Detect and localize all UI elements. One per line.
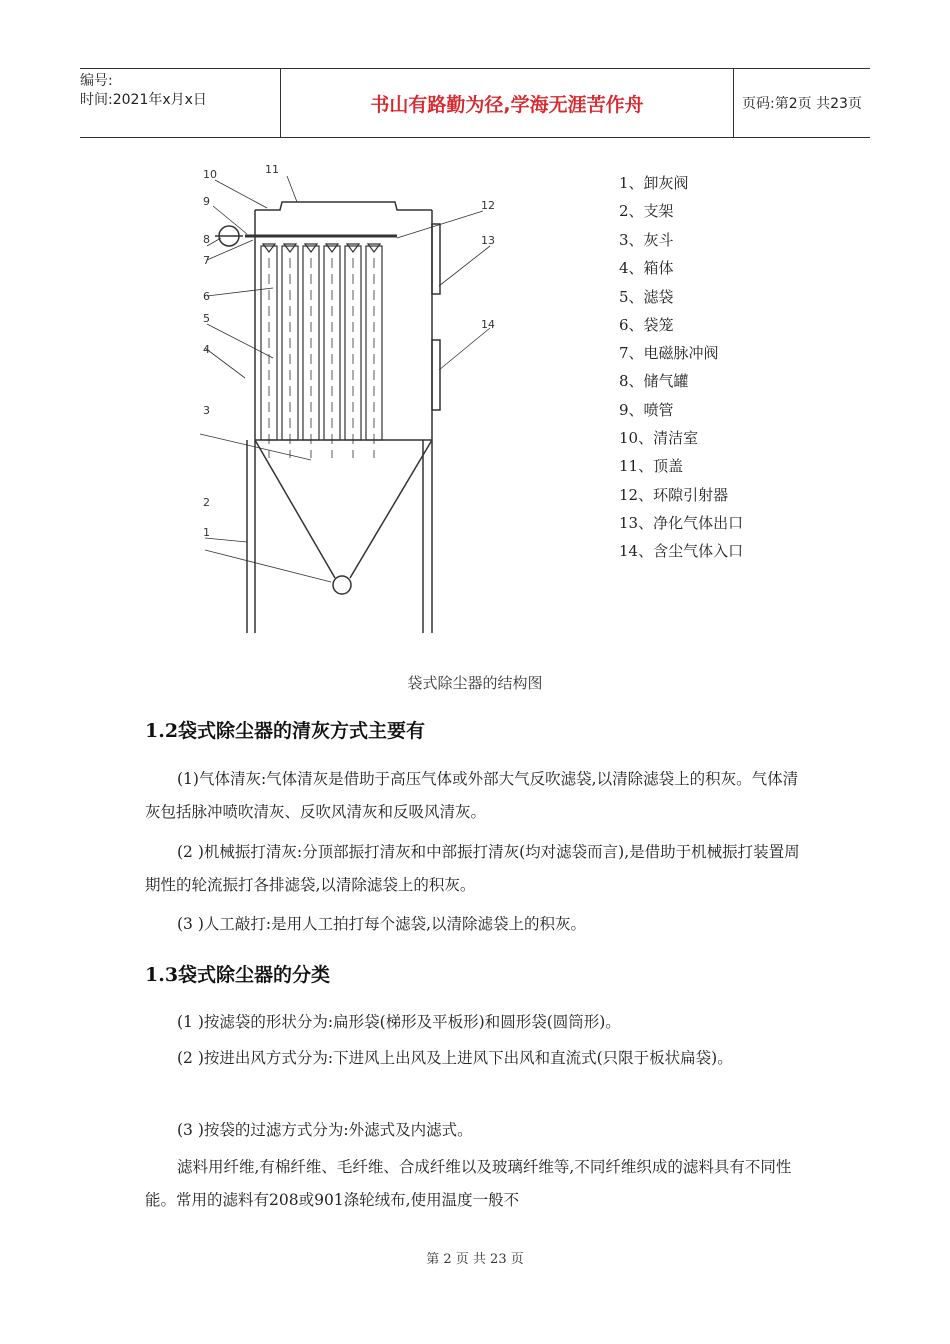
legend-item: 8、储气罐	[619, 372, 689, 390]
callout-4: 4	[203, 343, 210, 356]
header-motto: 书山有路勤为径,学海无涯苦作舟	[280, 69, 734, 137]
legend-item: 13、净化气体出口	[619, 514, 744, 532]
header-page: 页码:第2页 共23页	[742, 96, 862, 112]
legend-item: 11、顶盖	[619, 457, 684, 475]
section-heading-1-2: 1.2袋式除尘器的清灰方式主要有	[145, 720, 426, 742]
callout-5: 5	[203, 312, 210, 325]
section-heading-1-3: 1.3袋式除尘器的分类	[145, 964, 331, 986]
legend-item: 7、电磁脉冲阀	[619, 344, 719, 362]
callout-1: 1	[203, 526, 210, 539]
page-footer: 第 2 页 共 23 页	[426, 1252, 524, 1267]
callout-6: 6	[203, 290, 210, 303]
callout-13: 13	[481, 234, 495, 247]
header-number: 编号:	[80, 73, 113, 89]
legend-item: 10、清洁室	[619, 429, 699, 447]
paragraph: (3 )人工敲打:是用人工拍打每个滤袋,以清除滤袋上的积灰。	[177, 915, 587, 933]
bag-filter-diagram	[185, 158, 785, 638]
paragraph: (2 )按进出风方式分为:下进风上出风及上进风下出风和直流式(只限于板状扁袋)。	[177, 1049, 733, 1067]
legend-item: 2、支架	[619, 202, 674, 220]
legend-item: 3、灰斗	[619, 231, 674, 249]
page-header	[80, 68, 870, 138]
paragraph: (1 )按滤袋的形状分为:扁形袋(梯形及平板形)和圆形袋(圆筒形)。	[177, 1013, 621, 1031]
legend-item: 5、滤袋	[619, 288, 674, 306]
legend-item: 6、袋笼	[619, 316, 674, 334]
paragraph: 滤料用纤维,有棉纤维、毛纤维、合成纤维以及玻璃纤维等,不同纤维织成的滤料具有不同性能。常用的滤料有208或901涤轮绒布,使用温度一般不	[145, 1158, 792, 1209]
paragraph: (1)气体清灰:气体清灰是借助于高压气体或外部大气反吹滤袋,以清除滤袋上的积灰。气体清灰包括脉冲喷吹清灰、反吹风清灰和反吸风清灰。	[145, 770, 799, 821]
paragraph: (2 )机械振打清灰:分顶部振打清灰和中部振打清灰(均对滤袋而言),是借助于机械振打装置周期性的轮流振打各排滤袋,以清除滤袋上的积灰。	[145, 843, 800, 894]
callout-2: 2	[203, 496, 210, 509]
header-time: 时间:2021年x月x日	[80, 92, 207, 108]
callout-7: 7	[203, 254, 210, 267]
legend-item: 4、箱体	[619, 259, 674, 277]
callout-14: 14	[481, 318, 495, 331]
figure-caption: 袋式除尘器的结构图	[407, 674, 543, 692]
callout-3: 3	[203, 404, 210, 417]
legend-item: 12、环隙引射器	[619, 486, 729, 504]
legend-item: 1、卸灰阀	[619, 174, 689, 192]
legend-item: 9、喷管	[619, 401, 674, 419]
paragraph: (3 )按袋的过滤方式分为:外滤式及内滤式。	[177, 1121, 473, 1139]
callout-10: 10	[203, 168, 217, 181]
callout-8: 8	[203, 233, 210, 246]
callout-12: 12	[481, 199, 495, 212]
header-meta	[80, 69, 280, 140]
callout-11: 11	[265, 163, 279, 176]
callout-9: 9	[203, 195, 210, 208]
legend-item: 14、含尘气体入口	[619, 542, 744, 560]
